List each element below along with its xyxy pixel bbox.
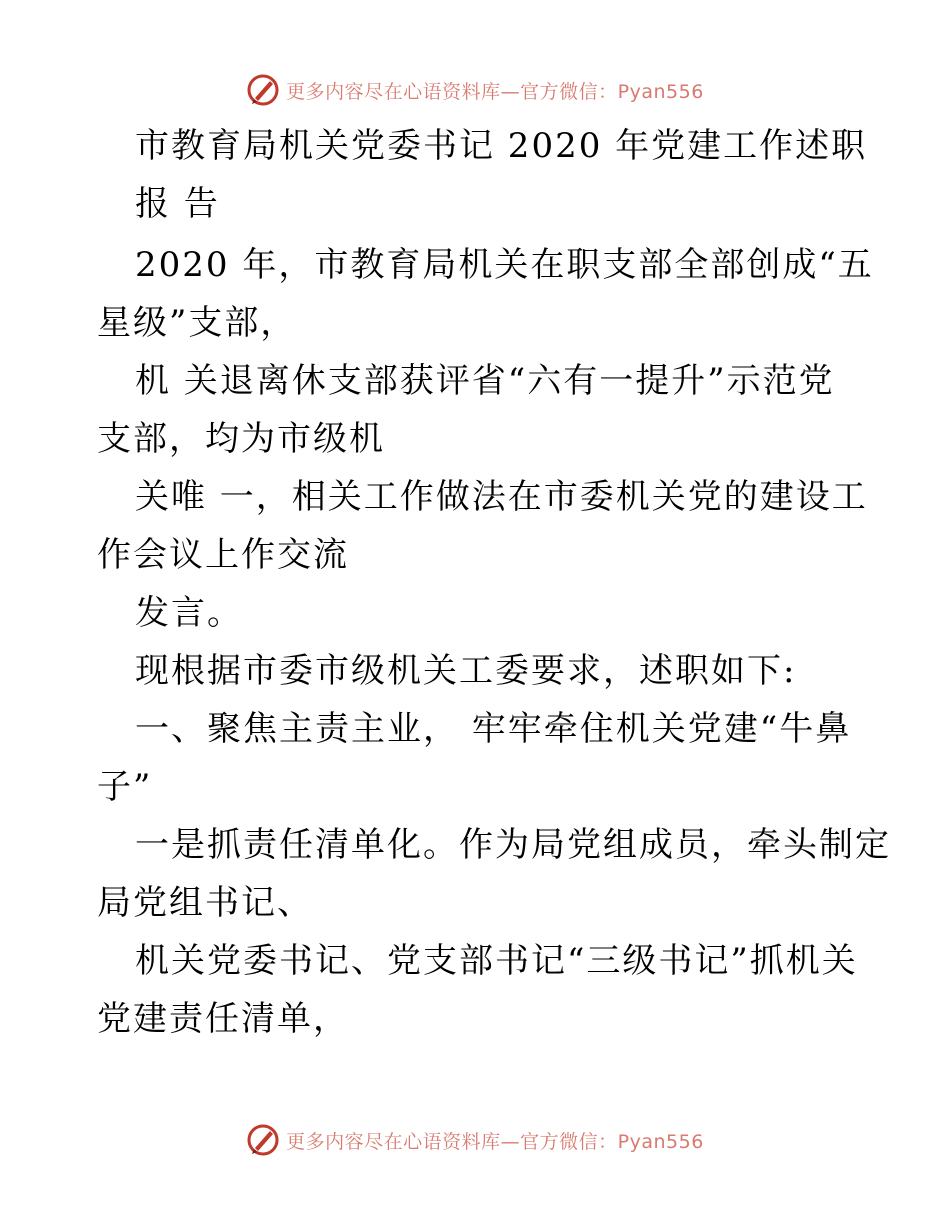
watermark-text: 更多内容尽在心语资料库—官方微信：Pyan556 <box>286 1130 704 1153</box>
paragraph-line: 一是抓责任清单化。作为局党组成员，牵头制定 <box>135 825 891 865</box>
document-title-line-2: 报 告 <box>135 184 220 224</box>
paragraph-line: 支部，均为市级机 <box>97 419 385 459</box>
paragraph-line: 党建责任清单， <box>97 999 349 1039</box>
watermark-header <box>0 70 950 110</box>
paragraph-line: 机 关退离休支部获评省“六有一提升”示范党 <box>135 361 835 401</box>
paragraph-line: 局党组书记、 <box>97 883 313 923</box>
watermark-text: 更多内容尽在心语资料库—官方微信：Pyan556 <box>286 80 704 103</box>
paragraph-line: 星级”支部， <box>97 303 297 343</box>
paragraph-line: 现根据市委市级机关工委要求，述职如下: <box>135 651 797 691</box>
paragraph-line: 机关党委书记、党支部书记“三级书记”抓机关 <box>135 941 858 981</box>
section-heading-line: 子” <box>97 767 153 807</box>
document-title-line-1: 市教育局机关党委书记 2020 年党建工作述职 <box>135 126 868 166</box>
pen-seal-logo-icon <box>246 73 280 107</box>
watermark-footer <box>0 1120 950 1160</box>
paragraph-line: 发言。 <box>135 593 243 633</box>
paragraph-line: 关唯 一，相关工作做法在市委机关党的建设工 <box>135 477 868 517</box>
paragraph-line: 2020 年，市教育局机关在职支部全部创成“五 <box>135 245 874 285</box>
section-heading-line: 一、聚焦主责主业， 牢牢牵住机关党建“牛鼻 <box>135 709 852 749</box>
paragraph-line: 作会议上作交流 <box>97 535 349 575</box>
pen-seal-logo-icon <box>246 1123 280 1157</box>
